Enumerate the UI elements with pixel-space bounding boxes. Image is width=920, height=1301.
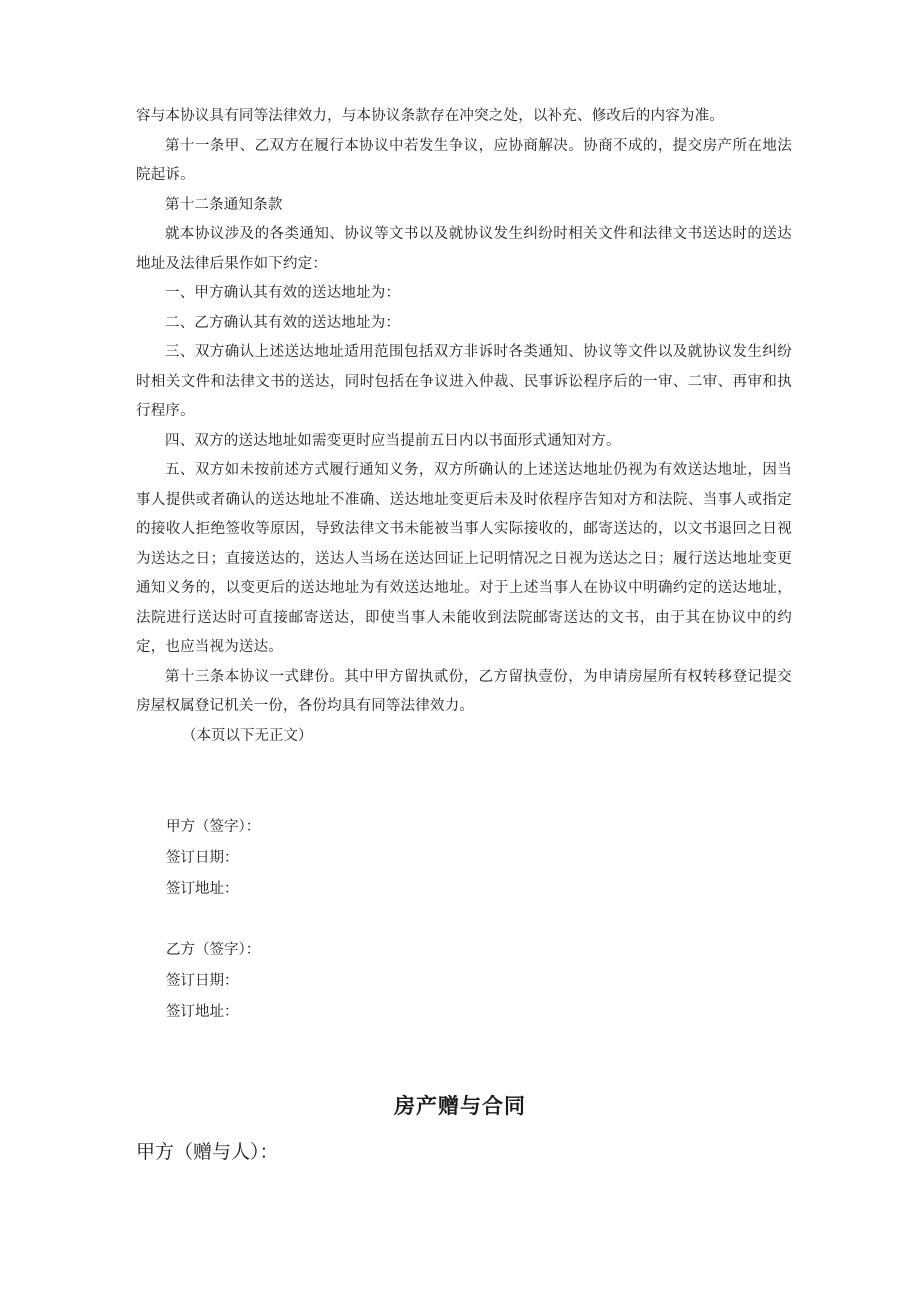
paragraph-notice-item-1: 一、甲方确认其有效的送达地址为： [165, 285, 401, 301]
paragraph-notice-item-2: 二、乙方确认其有效的送达地址为： [165, 314, 401, 331]
paragraph-article-12-heading: 第十二条通知条款 [165, 196, 283, 213]
party-b-sign-place-label: 签订地址： [166, 1004, 239, 1020]
signature-block-party-b [166, 935, 466, 1028]
paragraph-notice-item-5: 五、双方如未按前述方式履行通知义务，双方所确认的上述送达地址仍视为有效送达地址，因当事人提供或者确认的送达地址不准确、送达地址变更后未及时依程序告知对方和法院、当事人或指定的接收人拒绝签收等原因，导致法律文书未能被当事人实际接收的，邮寄送达的，以文书退回之日视为送达之日；直接送达的，送达人当场在送达回证上记明情况之日视为送达之日；履行送达地址变更通知义务的，以变更后的送达地址为有效送达地址。对于上述当事人在协议中明确约定的送达地址，法院进行送达时可直接邮寄送达，即使当事人未能收到法院邮寄送达的文书，由于其在协议中的约定，也应当视为送达。 [136, 462, 792, 655]
paragraph-notice-item-3: 三、双方确认上述送达地址适用范围包括双方非诉时各类通知、协议等文件以及就协议发生纠纷时相关文件和法律文书的送达，同时包括在争议进入仲裁、民事诉讼程序后的一审、二审、再审和执行程序。 [136, 344, 792, 419]
party-a-donor-label: 甲方（赠与人）： [136, 1141, 279, 1163]
paragraph-continuation: 容与本协议具有同等法律效力，与本协议条款存在冲突之处，以补充、修改后的内容为准。 [136, 108, 724, 124]
paragraph-article-13: 第十三条本协议一式肆份。其中甲方留执贰份，乙方留执壹份，为申请房屋所有权转移登记提交房屋权属登记机关一份，各份均具有同等法律效力。 [136, 668, 792, 714]
contract-body [136, 102, 792, 751]
party-b-signature-label: 乙方（签字）： [166, 942, 261, 958]
paragraph-article-11: 第十一条甲、乙双方在履行本协议中若发生争议，应协商解决。协商不成的，提交房产所在地法院起诉。 [136, 137, 792, 183]
paragraph-notice-scope: 就本协议涉及的各类通知、协议等文书以及就协议发生纠纷时相关文件和法律文书送达时的送达地址及法律后果作如下约定： [136, 226, 792, 272]
contract-title: 房产赠与合同 [394, 1094, 526, 1118]
paragraph-notice-item-4: 四、双方的送达地址如需变更时应当提前五日内以书面形式通知对方。 [165, 432, 621, 449]
party-b-sign-date-label: 签订日期： [166, 973, 239, 989]
party-a-signature-label: 甲方（签字）： [166, 819, 261, 835]
no-more-text-note: （本页以下无正文） [182, 727, 313, 744]
party-a-sign-place-label: 签订地址： [166, 881, 239, 897]
party-a-sign-date-label: 签订日期： [166, 850, 239, 866]
signature-block-party-a [166, 812, 466, 905]
